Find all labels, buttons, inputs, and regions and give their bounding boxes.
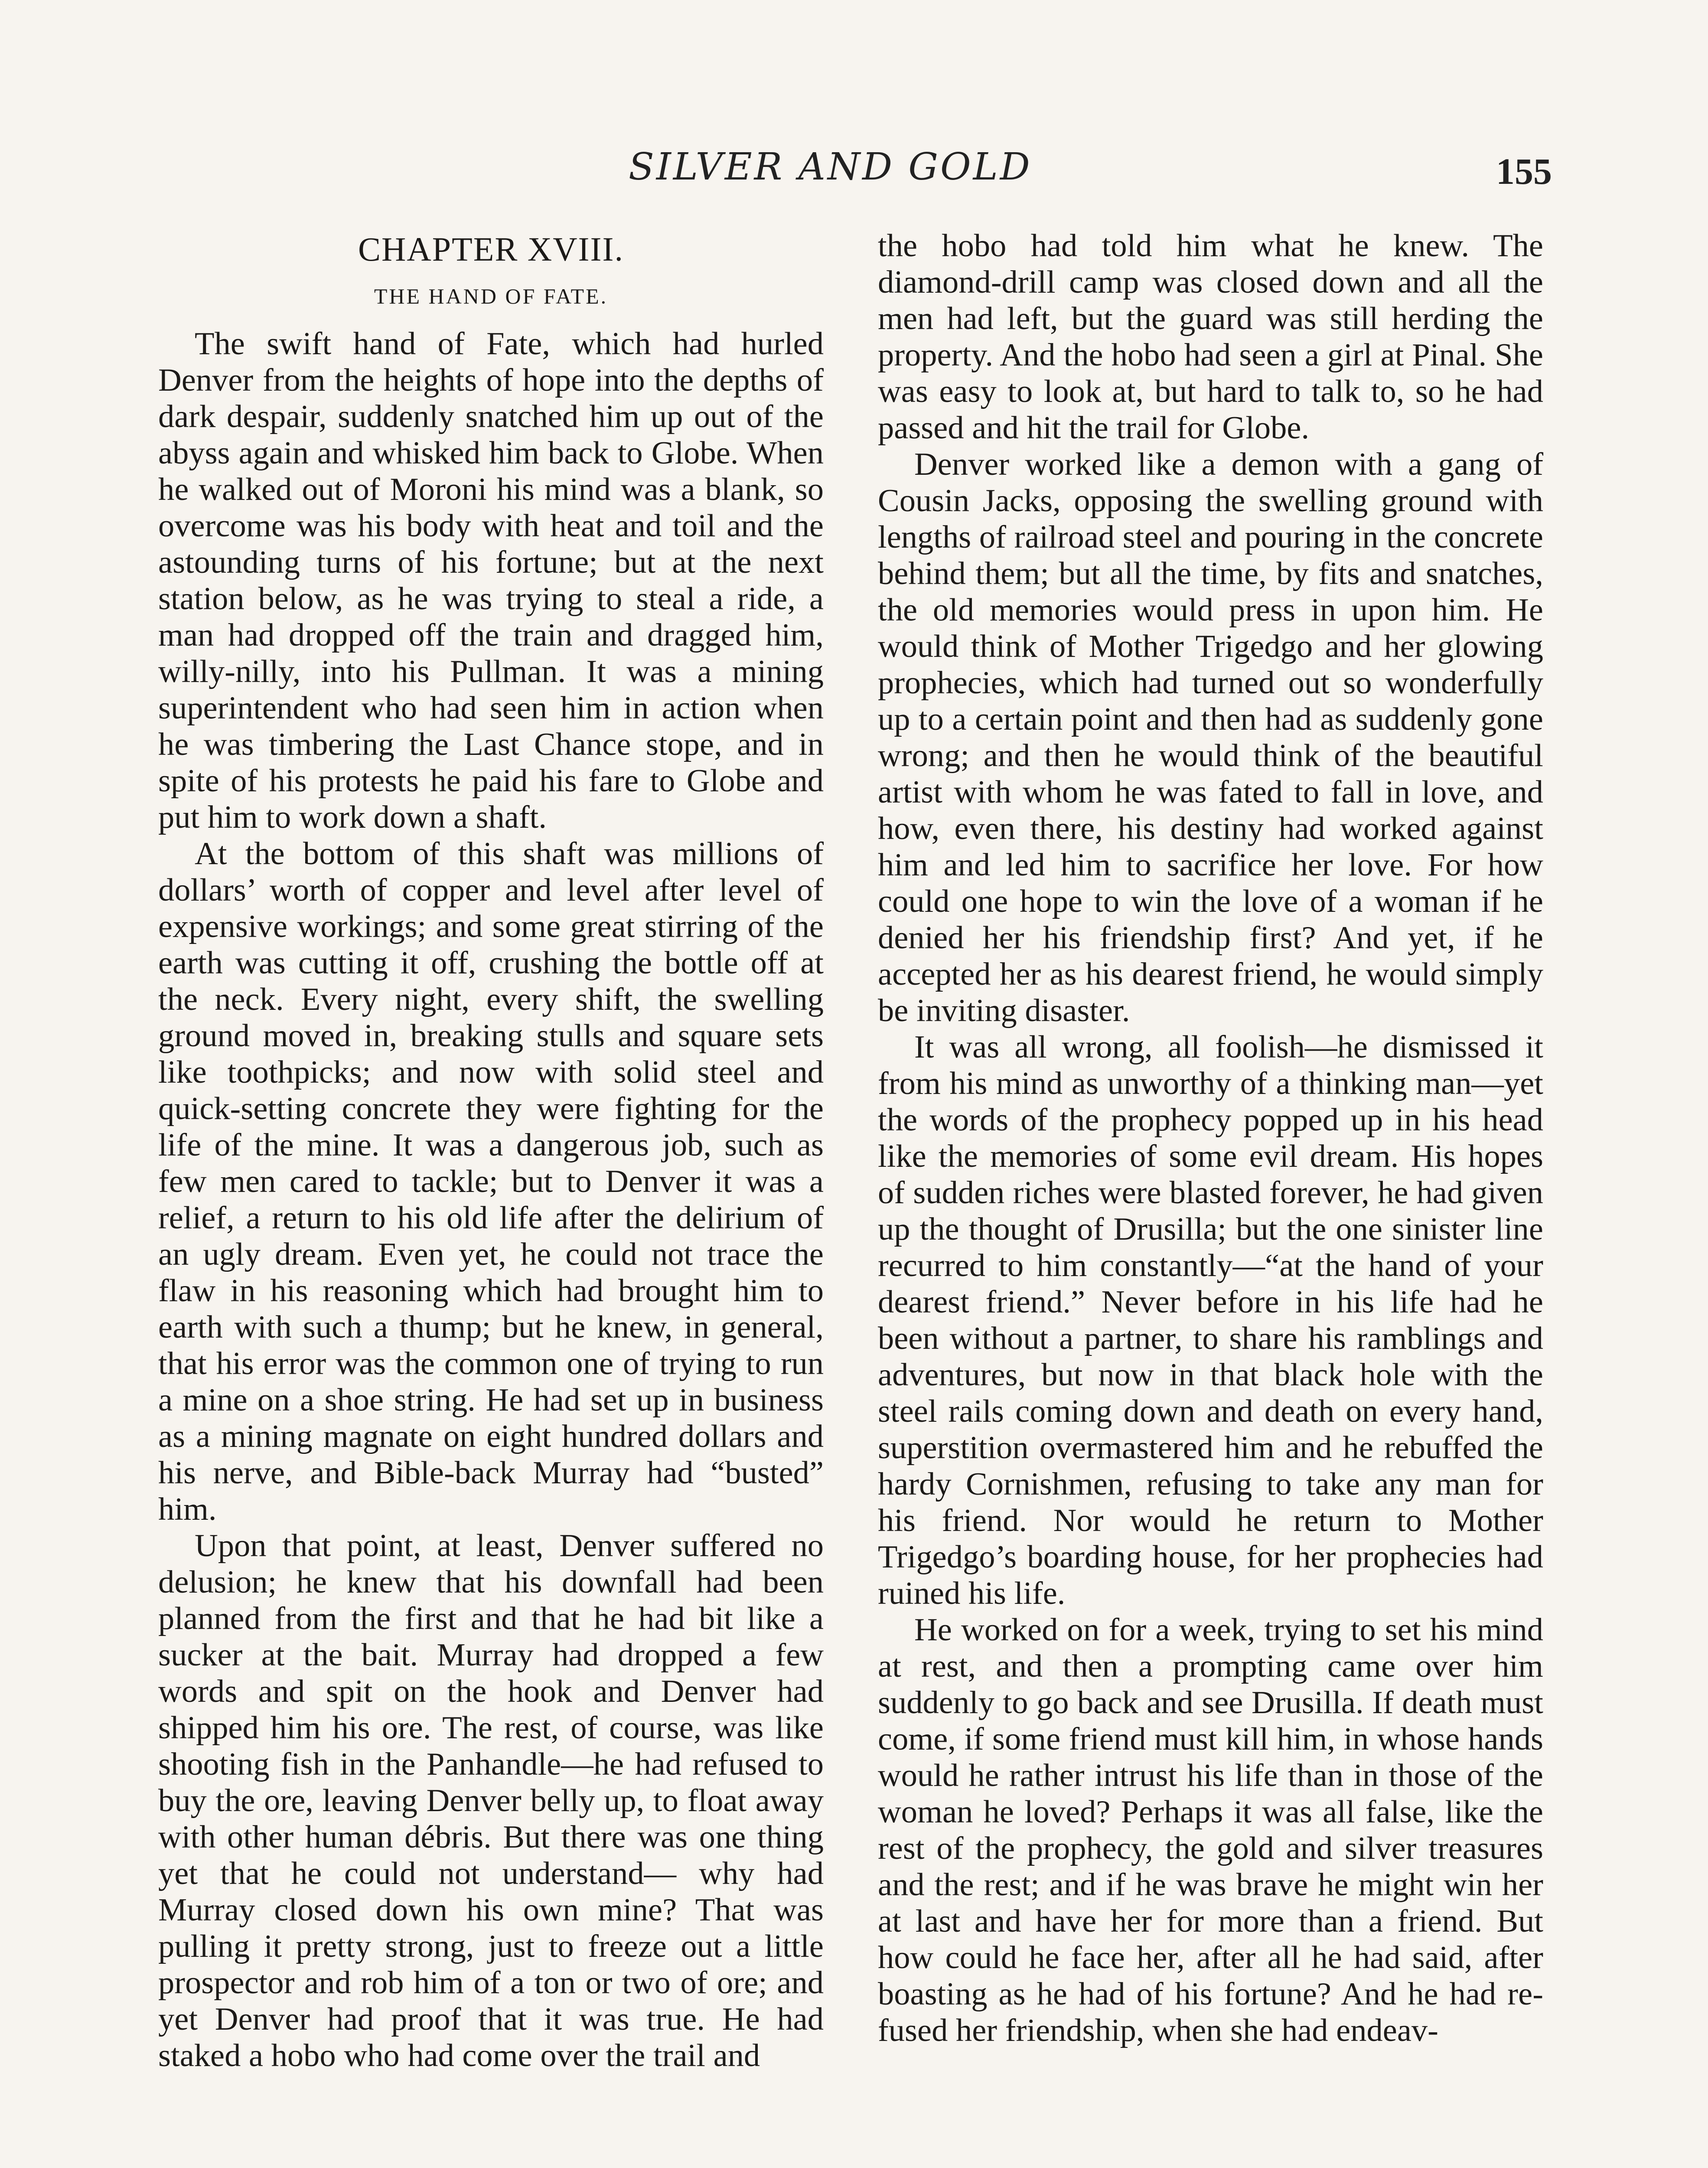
page-number: 155 bbox=[1496, 150, 1552, 192]
paragraph: Denver worked like a demon with a gang of Cousin Jacks, opposing the swelling ground with lengths of railroad steel and pouring in the concrete behind them; but all the time, by fits and snatches, the old memories would press in upon him. He would think of Mother Trigedgo and her glowing prophecies, which had turned out so wonderfully up to a certain point and then had as suddenly gone wrong; and then he would think of the beautiful artist with whom he was fated to fall in love, and how, even there, his destiny had worked against him and led him to sacrifice her love. For how could one hope to win the love of a woman if he denied her his friendship first? And yet, if he accepted her as his dearest friend, he would simply be inviting disaster. bbox=[878, 447, 1543, 1028]
paragraph: He worked on for a week, trying to set his mind at rest, and then a prompting came over him suddenly to go back and see Drusilla. If death must come, if some friend must kill him, in whose hands would he rather intrust his life than in those of the woman he loved? Perhaps it was all false, like the rest of the prophecy, the gold and silver treasures and the rest; and if he was brave he might win her at last and have her for more than a friend. But how could he face her, after all he had said, after boasting as he had of his fortune? And he had refused her friendship, when she had endeav- bbox=[878, 1612, 1543, 2048]
right-column bbox=[878, 228, 1543, 2049]
paragraph: It was all wrong, all foolish—he dismissed it from his mind as unworthy of a thinking man—yet the words of the prophecy popped up in his head like the memories of some evil dream. His hopes of sudden riches were blasted forever, he had given up the thought of Drusilla; but the one sinister line recurred to him constantly—“at the hand of your dearest friend.” Never before in his life had he been without a partner, to share his ramblings and adventures, but now in that black hole with the steel rails coming down and death on every hand, superstition overmastered him and he rebuffed the hardy Cornishmen, refusing to take any man for his friend. Nor would he return to Mother Trigedgo’s boarding house, for her prophecies had ruined his life. bbox=[878, 1029, 1543, 1611]
left-column bbox=[158, 228, 824, 2074]
paragraph: Upon that point, at least, Denver suffered no delusion; he knew that his downfall had been planned from the first and that he had bit like a sucker at the bait. Murray had dropped a few words and spit on the hook and Denver had shipped him his ore. The rest, of course, was like shooting fish in the Panhandle—he had refused to buy the ore, leaving Denver belly up, to float away with other human débris. But there was one thing yet that he could not understand— why had Murray closed down his own mine? That was pulling it pretty strong, just to freeze out a little prospector and rob him of a ton or two of ore; and yet Denver had proof that it was true. He had staked a hobo who had come over the trail and bbox=[158, 1528, 824, 2073]
paragraph: the hobo had told him what he knew. The diamond-drill camp was closed down and all the men had left, but the guard was still herding the property. And the hobo had seen a girl at Pinal. She was easy to look at, but hard to talk to, so he had passed and hit the trail for Globe. bbox=[878, 228, 1543, 446]
paragraph: The swift hand of Fate, which had hurled Denver from the heights of hope into the depths of dark despair, suddenly snatched him up out of the abyss again and whisked him back to Globe. When he walked out of Moroni his mind was a blank, so overcome was his body with heat and toil and the astounding turns of his fortune; but at the next station below, as he was trying to steal a ride, a man had dropped off the train and dragged him, willy-nilly, into his Pullman. It was a mining superintendent who had seen him in action when he was timbering the Last Chance stope, and in spite of his protests he paid his fare to Globe and put him to work down a shaft. bbox=[158, 326, 824, 835]
chapter-title: CHAPTER XVIII. bbox=[358, 230, 624, 268]
running-head-title: SILVER AND GOLD bbox=[629, 145, 1032, 189]
paragraph: At the bottom of this shaft was millions of dollars’ worth of copper and level after level of expensive workings; and some great stirring of the earth was cutting it off, crushing the bottle off at the neck. Every night, every shift, the swelling ground moved in, breaking stulls and square sets like toothpicks; and now with solid steel and quick-setting concrete they were fighting for the life of the mine. It was a dangerous job, such as few men cared to tackle; but to Denver it was a relief, a return to his old life after the delirium of an ugly dream. Even yet, he could not trace the flaw in his reasoning which had brought him to earth with such a thump; but he knew, in general, that his error was the common one of trying to run a mine on a shoe string. He had set up in business as a mining magnate on eight hundred dollars and his nerve, and Bible-back Murray had “busted” him. bbox=[158, 836, 824, 1527]
chapter-subtitle: THE HAND OF FATE. bbox=[374, 284, 608, 308]
